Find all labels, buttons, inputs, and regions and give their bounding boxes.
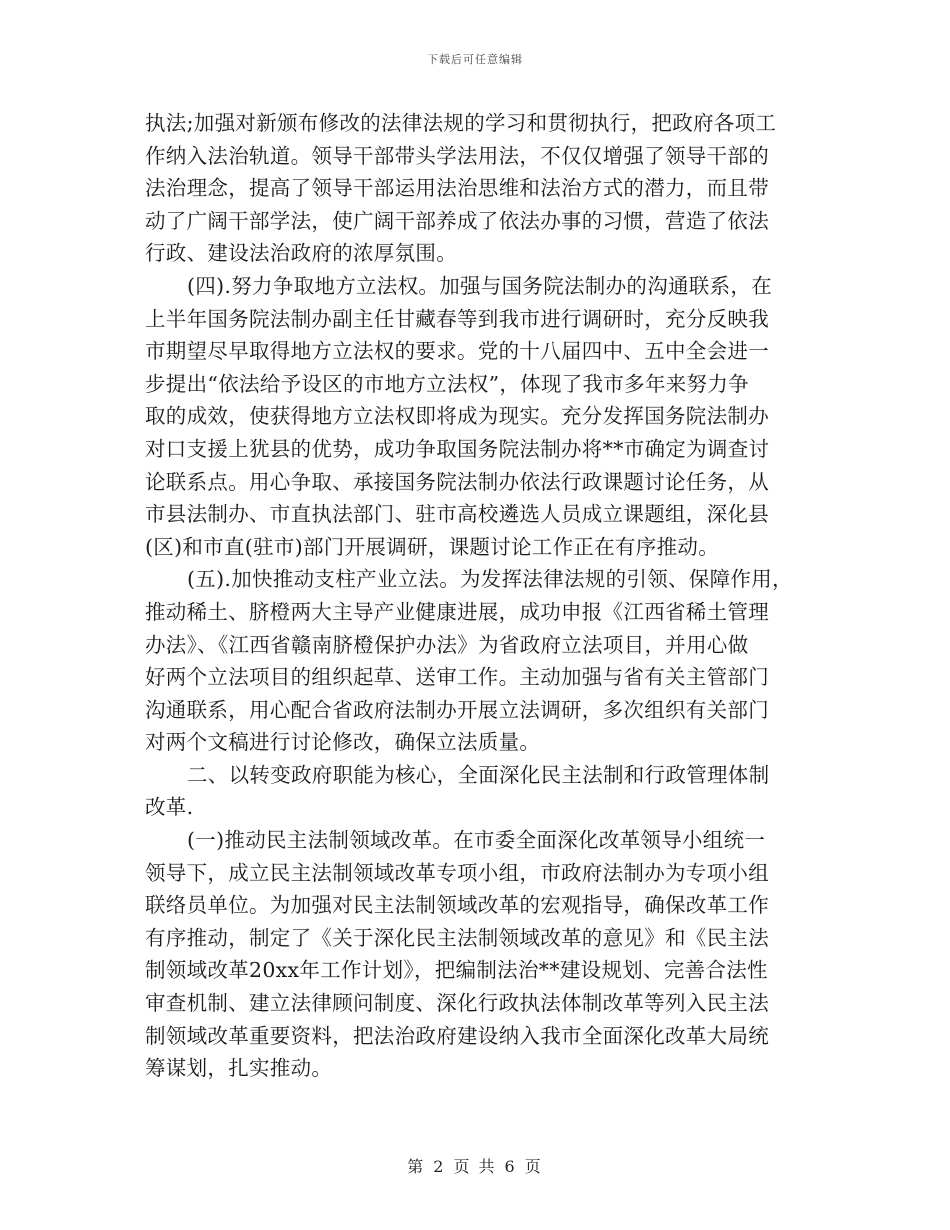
page-header: 下载后可任意编辑 [427,53,523,66]
text-line: 取的成效，使获得地方立法权即将成为现实。充分发挥国务院法制办 [145,404,769,429]
text-line: 对两个文稿进行讨论修改，确保立法质量。 [145,730,541,755]
text-line: 审查机制、建立法律顾问制度、深化行政执法体制改革等列入民主法 [145,991,769,1016]
text-line: 推动稀土、脐橙两大主导产业健康进展，成功申报《江西省稀土管理 [145,599,769,624]
document-body [145,107,815,1085]
text-line: (区)和市直(驻市)部门开展调研，课题讨论工作正在有序推动。 [145,534,719,559]
text-line: 对口支援上犹县的优势，成功争取国务院法制办将**市确定为调查讨 [145,436,770,461]
text-line: 行政、建设法治政府的浓厚氛围。 [145,241,457,266]
text-line: 好两个立法项目的组织起草、送审工作。主动加强与省有关主管部门 [145,665,769,690]
text-line: (四).努力争取地方立法权。加强与国务院法制办的沟通联系，在 [187,273,773,298]
page-number: 2 [433,1157,446,1176]
text-line: 法治理念，提高了领导干部运用法治思维和法治方式的潜力，而且带 [145,176,769,201]
text-line: 沟通联系，用心配合省政府法制办开展立法调研，多次组织有关部门 [145,697,769,722]
text-line: 市期望尽早取得地方立法权的要求。党的十八届四中、五中全会进一 [145,339,769,364]
text-line: 办法》、《江西省赣南脐橙保护办法》为省政府立法项目，并用心做 [145,632,749,657]
text-line: (一)推动民主法制领域改革。在市委全面深化改革领导小组统一 [187,828,766,853]
text-line: 制领域改革20xx年工作计划》，把编制法治**建设规划、完善合法性 [145,958,768,983]
text-line: 上半年国务院法制办副主任甘藏春等到我市进行调研时，充分反映我 [145,306,769,331]
footer-prefix: 第 [407,1157,426,1176]
text-line: 改革. [145,795,194,820]
page-footer [0,1154,950,1177]
footer-suffix: 页 [524,1157,543,1176]
text-line: 有序推动，制定了《关于深化民主法制领域改革的意见》和《民主法 [145,925,769,950]
text-line: 作纳入法治轨道。领导干部带头学法用法，不仅仅增强了领导干部的 [145,143,769,168]
text-line: 筹谋划，扎实推动。 [145,1056,333,1081]
text-line: 论联系点。用心争取、承接国务院法制办依法行政课题讨论任务，从 [145,469,769,494]
text-line: 执法;加强对新颁布修改的法律法规的学习和贯彻执行，把政府各项工 [145,111,777,135]
text-line: (五).加快推动支柱产业立法。为发挥法律法规的引领、保障作用， [187,567,793,592]
footer-middle: 页 共 [453,1157,497,1176]
text-line: 二、以转变政府职能为核心，全面深化民主法制和行政管理体制 [187,762,770,787]
text-line: 制领域改革重要资料，把法治政府建设纳入我市全面深化改革大局统 [145,1023,769,1048]
text-line: 联络员单位。为加强对民主法制领域改革的宏观指导，确保改革工作 [145,893,769,918]
total-pages: 6 [504,1157,517,1176]
text-line: 领导下，成立民主法制领域改革专项小组，市政府法制办为专项小组 [145,860,769,885]
text-line: 步提出“依法给予设区的市地方立法权”，体现了我市多年来努力争 [145,371,749,396]
text-line: 动了广阔干部学法，使广阔干部养成了依法办事的习惯，营造了依法 [145,208,769,233]
text-line: 市县法制办、市直执法部门、驻市高校遴选人员成立课题组，深化县 [145,502,769,527]
